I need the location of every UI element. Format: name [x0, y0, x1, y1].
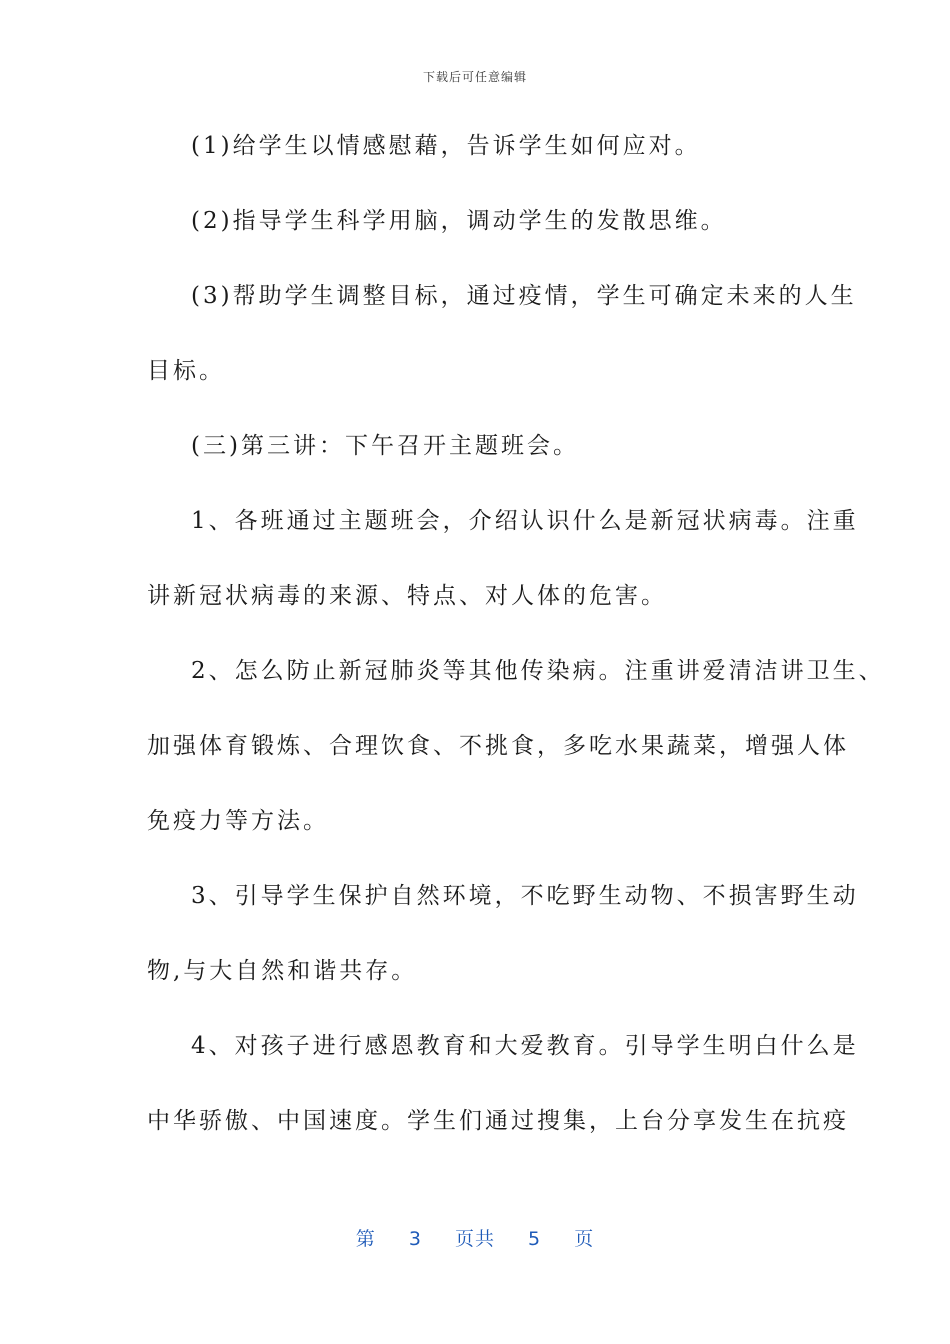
paragraph-line: (3)帮助学生调整目标，通过疫情，学生可确定未来的人生: [191, 283, 857, 309]
total-page-count: 5: [528, 1228, 542, 1250]
paragraph-line: 1、各班通过主题班会，介绍认识什么是新冠状病毒。注重: [191, 508, 859, 534]
paragraph-line: (1)给学生以情感慰藉，告诉学生如何应对。: [191, 133, 701, 159]
page-header: 下载后可任意编辑: [422, 70, 527, 84]
footer-middle: 页共: [454, 1228, 495, 1250]
paragraph-line: 讲新冠状病毒的来源、特点、对人体的危害。: [147, 583, 667, 609]
paragraph-line: 免疫力等方法。: [147, 808, 329, 834]
paragraph-line: 中华骄傲、中国速度。学生们通过搜集，上台分享发生在抗疫: [147, 1108, 849, 1134]
footer-prefix: 第: [355, 1228, 376, 1250]
paragraph-line: (三)第三讲：下午召开主题班会。: [191, 433, 579, 459]
paragraph-line: 加强体育锻炼、合理饮食、不挑食，多吃水果蔬菜，增强人体: [147, 733, 849, 759]
paragraph-line: 目标。: [147, 358, 225, 384]
footer-suffix: 页: [574, 1228, 595, 1250]
paragraph-line: 3、引导学生保护自然环境，不吃野生动物、不损害野生动: [191, 883, 859, 909]
page-footer: [0, 1224, 950, 1251]
paragraph-line: (2)指导学生科学用脑，调动学生的发散思维。: [191, 208, 727, 234]
paragraph-line: 4、对孩子进行感恩教育和大爱教育。引导学生明白什么是: [191, 1033, 859, 1059]
paragraph-line: 物,与大自然和谐共存。: [147, 958, 418, 984]
paragraph-line: 2、怎么防止新冠肺炎等其他传染病。注重讲爱清洁讲卫生、: [191, 658, 885, 684]
current-page-number: 3: [408, 1228, 422, 1250]
